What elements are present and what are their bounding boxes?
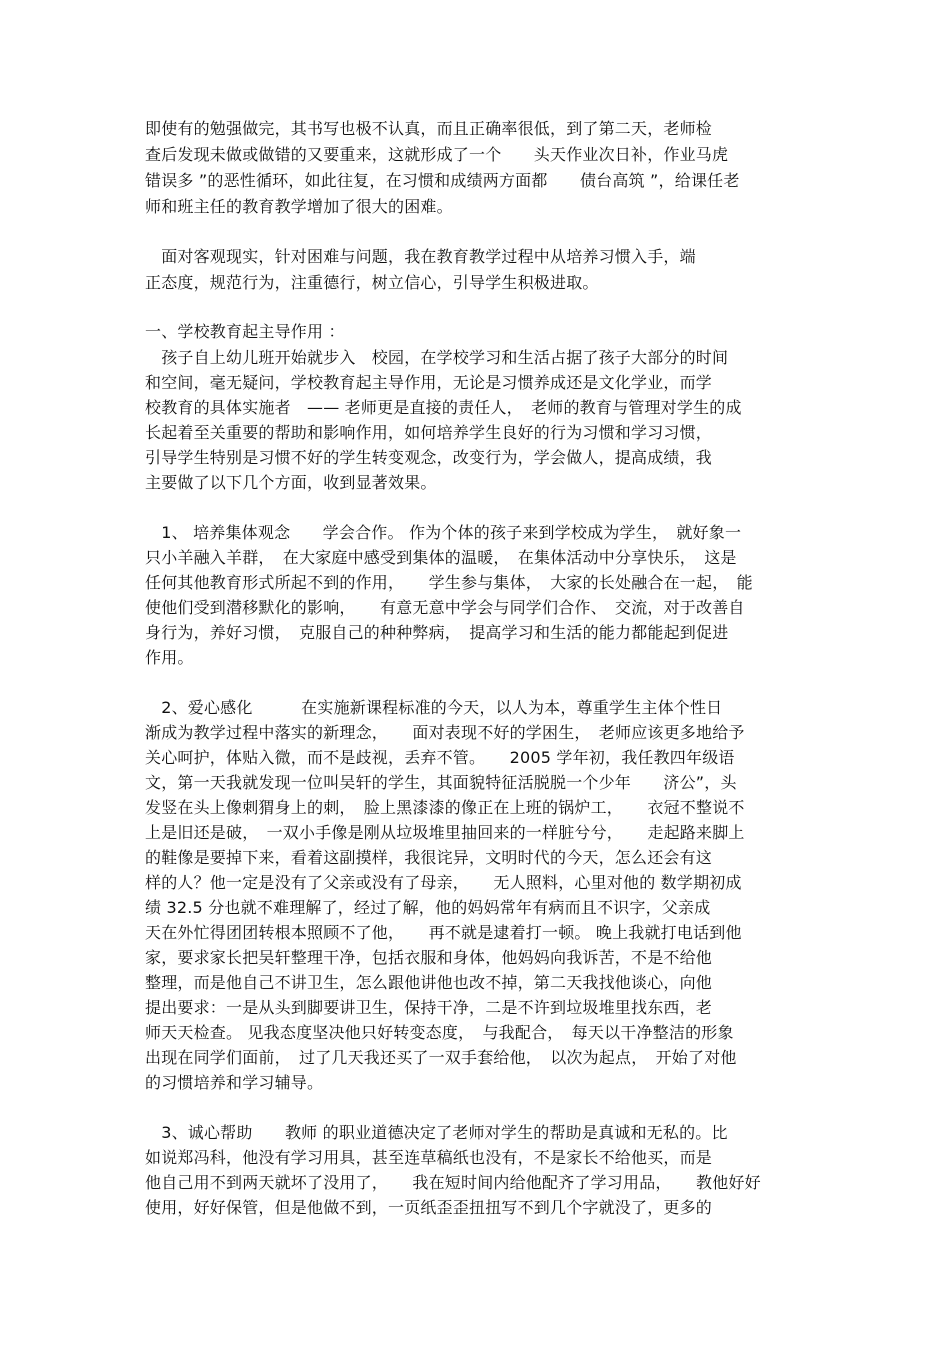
text-line: 家，要求家长把吴轩整理干净，包括衣服和身体，他妈妈向我诉苦，不是不给他: [145, 948, 713, 967]
text-line: 使他们受到潜移默化的影响， 有意无意中学会与同学们合作、 交流，对于改善自: [145, 598, 745, 617]
text-line: 3、诚心帮助 教师 的职业道德决定了老师对学生的帮助是真诚和无私的。比: [145, 1123, 728, 1142]
text-line: 样的人？他一定是没有了父亲或没有了母亲， 无人照料，心里对他的 数学期初成: [145, 873, 742, 892]
text-line: 只小羊融入羊群， 在大家庭中感受到集体的温暖， 在集体活动中分享快乐， 这是: [145, 548, 737, 567]
text-line: 校教育的具体实施者 —— 老师更是直接的责任人， 老师的教育与管理对学生的成: [145, 398, 742, 417]
text-line: 错误多 ”的恶性循环，如此往复，在习惯和成绩两方面都 债台高筑 ”，给课任老: [145, 171, 740, 190]
text-line: 关心呵护，体贴入微，而不是歧视，丢弃不管。 2005 学年初，我任教四年级语: [145, 748, 735, 767]
text-line: 面对客观现实，针对困难与问题，我在教育教学过程中从培养习惯入手，端: [145, 247, 696, 266]
text-line: 2、爱心感化 在实施新课程标准的今天，以人为本，尊重学生主体个性日: [145, 698, 723, 717]
text-line: 文，第一天我就发现一位叫吴轩的学生，其面貌特征活脱脱一个少年 济公”，头: [145, 773, 737, 792]
text-line: 上是旧还是破， 一双小手像是刚从垃圾堆里抽回来的一样脏兮兮， 走起路来脚上: [145, 823, 745, 842]
text-line: 发竖在头上像刺猬身上的刺， 脸上黑漆漆的像正在上班的锅炉工， 衣冠不整说不: [145, 798, 745, 817]
text-line: 正态度，规范行为，注重德行，树立信心，引导学生积极进取。: [145, 273, 599, 292]
text-line: 他自己用不到两天就坏了没用了， 我在短时间内给他配齐了学习用品， 教他好好: [145, 1173, 761, 1192]
text-line: 出现在同学们面前， 过了几天我还买了一双手套给他， 以次为起点， 开始了对他: [145, 1048, 737, 1067]
text-line: 渐成为教学过程中落实的新理念， 面对表现不好的学困生， 老师应该更多地给予: [145, 723, 745, 742]
text-line: 作用。: [145, 648, 194, 667]
text-line: 即使有的勉强做完，其书写也极不认真，而且正确率很低，到了第二天，老师检: [145, 119, 713, 138]
text-line: 主要做了以下几个方面，收到显著效果。: [145, 473, 437, 492]
text-line: 使用，好好保管，但是他做不到，一页纸歪歪扭扭写不到几个字就没了，更多的: [145, 1198, 713, 1217]
text-line: 的鞋像是要掉下来，看着这副摸样，我很诧异，文明时代的今天，怎么还会有这: [145, 848, 713, 867]
text-line: 引导学生特别是习惯不好的学生转变观念，改变行为，学会做人，提高成绩，我: [145, 448, 713, 467]
text-line: 如说郑冯科，他没有学习用具，甚至连草稿纸也没有，不是家长不给他买，而是: [145, 1148, 713, 1167]
text-line: 长起着至关重要的帮助和影响作用，如何培养学生良好的行为习惯和学习习惯，: [145, 423, 713, 442]
text-line: 绩 32.5 分也就不难理解了，经过了解，他的妈妈常年有病而且不识字，父亲成: [145, 898, 711, 917]
text-line: 任何其他教育形式所起不到的作用， 学生参与集体， 大家的长处融合在一起， 能: [145, 573, 753, 592]
text-line: 的习惯培养和学习辅导。: [145, 1073, 324, 1092]
section-heading: 一、学校教育起主导作用 ：: [145, 322, 345, 341]
text-line: 和空间，毫无疑问，学校教育起主导作用，无论是习惯养成还是文化学业，而学: [145, 373, 713, 392]
text-line: 天在外忙得团团转根本照顾不了他， 再不就是逮着打一顿。 晚上我就打电话到他: [145, 923, 742, 942]
text-line: 整理，而是他自己不讲卫生，怎么跟他讲他也改不掉，第二天我找他谈心，向他: [145, 973, 713, 992]
text-line: 身行为，养好习惯， 克服自己的种种弊病， 提高学习和生活的能力都能起到促进: [145, 623, 729, 642]
text-line: 师和班主任的教育教学增加了很大的困难。: [145, 197, 453, 216]
text-line: 师天天检查。 见我态度坚决他只好转变态度， 与我配合， 每天以干净整洁的形象: [145, 1023, 734, 1042]
text-line: 查后发现未做或做错的又要重来，这就形成了一个 头天作业次日补，作业马虎: [145, 145, 729, 164]
text-line: 1、 培养集体观念 学会合作。 作为个体的孩子来到学校成为学生， 就好象一: [145, 523, 742, 542]
text-line: 孩子自上幼儿班开始就步入 校园，在学校学习和生活占据了孩子大部分的时间: [145, 348, 729, 367]
text-line: 提出要求：一是从头到脚要讲卫生，保持干净，二是不许到垃圾堆里找东西，老: [145, 998, 713, 1017]
